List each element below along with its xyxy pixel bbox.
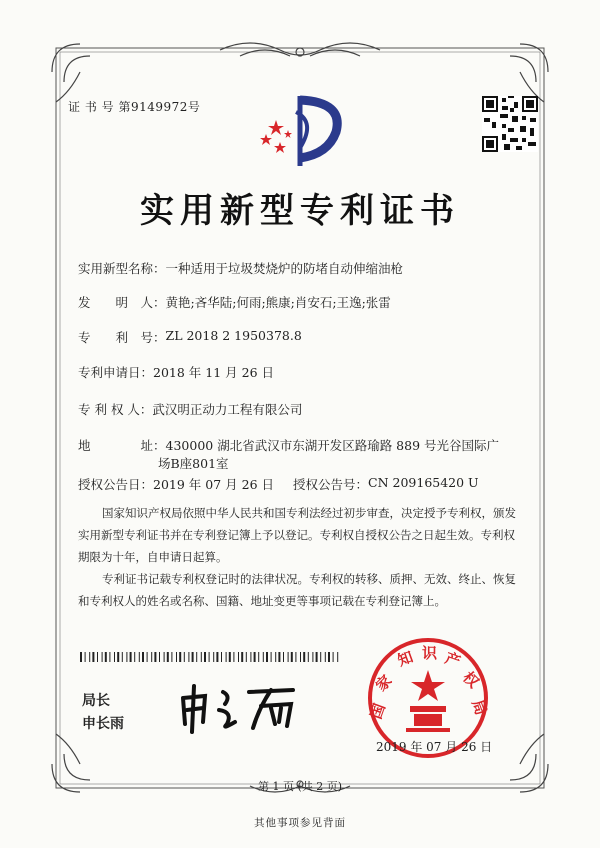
announce-no-label: 授权公告号： bbox=[293, 477, 369, 492]
field-value: ZL 2018 2 1950378.8 bbox=[165, 328, 302, 343]
field-value: 场B座801室 bbox=[158, 456, 229, 471]
certificate-number: 证 书 号 第9149972号 bbox=[68, 100, 201, 114]
field-address-line2 bbox=[158, 454, 229, 472]
seal-date: 2019 年 07 月 26 日 bbox=[376, 740, 493, 754]
field-value: 黄艳;吝华陆;何雨;熊康;肖安石;王逸;张雷 bbox=[165, 295, 391, 310]
announce-date-value: 2019 年 07 月 26 日 bbox=[153, 477, 275, 492]
field-label: 实用新型名称： bbox=[78, 261, 166, 276]
back-note: 其他事项参见背面 bbox=[254, 817, 346, 829]
patent-office-logo-icon bbox=[256, 92, 346, 170]
svg-text:国: 国 bbox=[366, 701, 389, 722]
qr-code-icon bbox=[482, 96, 538, 152]
svg-text:局: 局 bbox=[468, 697, 490, 718]
svg-text:识: 识 bbox=[422, 644, 438, 662]
barcode bbox=[80, 647, 340, 657]
field-value: 430000 湖北省武汉市东湖开发区路瑜路 889 号光谷国际广 bbox=[165, 438, 500, 453]
field-inventors bbox=[78, 293, 391, 311]
director-title: 局长 bbox=[82, 693, 110, 709]
page-indicator: 第 1 页 (共 2 页) bbox=[257, 780, 343, 793]
svg-text:产: 产 bbox=[442, 648, 463, 671]
announcement-row bbox=[78, 475, 479, 493]
director-signature bbox=[175, 678, 305, 734]
svg-text:知: 知 bbox=[395, 647, 416, 670]
grant-paragraph: 国家知识产权局依照中华人民共和国专利法经过初步审查，决定授予专利权，颁发实用新型专利证书并在专利登记簿上予以登记。专利权自授权公告之日起生效。专利权期限为十年，自申请日起算。 bbox=[78, 506, 516, 564]
announce-no-value: CN 209165420 U bbox=[368, 475, 479, 490]
field-value: 武汉明正动力工程有限公司 bbox=[152, 402, 303, 417]
director-name: 申长雨 bbox=[82, 716, 124, 732]
field-label: 专 利 号： bbox=[78, 330, 166, 345]
certificate-title: 实用新型专利证书 bbox=[140, 191, 460, 231]
field-utility-model-name bbox=[78, 259, 403, 277]
svg-text:权: 权 bbox=[459, 668, 483, 692]
legal-status-paragraph: 专利证书记载专利权登记时的法律状况。专利权的转移、质押、无效、终止、恢复和专利权人的姓名或名称、国籍、地址变更等事项记载在专利登记簿上。 bbox=[78, 572, 516, 608]
field-value: 2018 年 11 月 26 日 bbox=[153, 365, 275, 380]
field-label: 地 址： bbox=[78, 438, 166, 453]
field-label: 发 明 人： bbox=[78, 295, 166, 310]
field-label: 专利申请日： bbox=[78, 365, 154, 380]
field-value: 一种适用于垃圾焚烧炉的防堵自动伸缩油枪 bbox=[165, 261, 404, 276]
field-address bbox=[78, 436, 499, 454]
field-application-date bbox=[78, 363, 274, 381]
announce-date-label: 授权公告日： bbox=[78, 477, 154, 492]
field-patent-number bbox=[78, 328, 302, 346]
field-patentee bbox=[78, 400, 302, 418]
svg-text:家: 家 bbox=[372, 671, 396, 695]
field-label: 专 利 权 人： bbox=[78, 402, 153, 417]
